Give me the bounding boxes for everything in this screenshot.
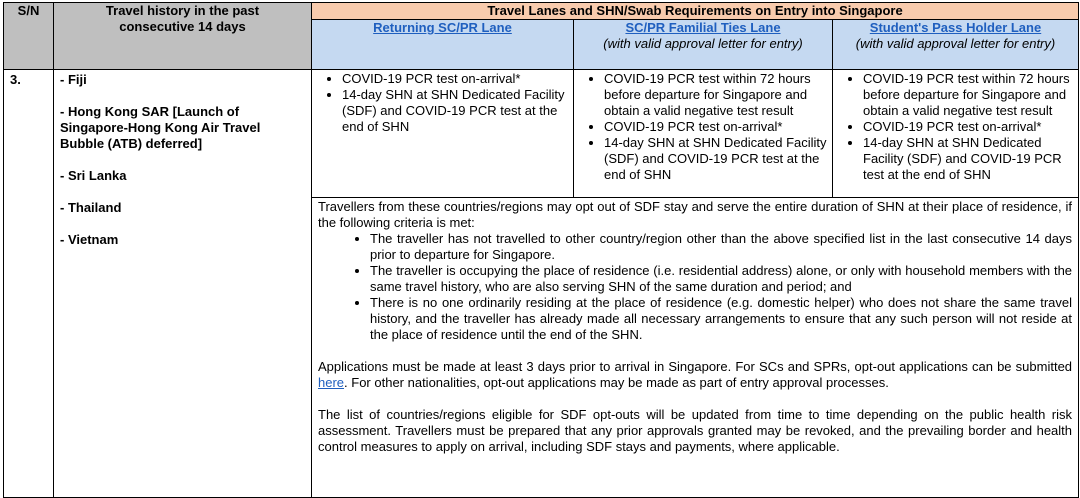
lane2-req-item: • 14-day SHN at SHN Dedicated Facility (SDF) and COVID-19 PCR test at the end of SHN bbox=[604, 135, 828, 183]
header-travel-history: Travel history in the past consecutive 14 days bbox=[54, 3, 312, 70]
lane-student-link[interactable]: Student's Pass Holder Lane bbox=[869, 20, 1042, 35]
place-sri-lanka: - Sri Lanka bbox=[60, 168, 127, 183]
lane2-requirements bbox=[574, 70, 833, 198]
place-thailand: - Thailand bbox=[60, 200, 122, 215]
optout-update-note: The list of countries/regions eligible for SDF opt-outs will be updated from time to time depending on the public health risk assessment. Travellers must be prepared that any prior approvals granted may be revoked, and the prevailing border and health control measures to apply on arrival, including SDF stays and payments, where applicable. bbox=[318, 407, 1073, 454]
lane3-req-item: • COVID-19 PCR test on-arrival* bbox=[863, 119, 1074, 135]
header-main-title: Travel Lanes and SHN/Swab Requirements on Entry into Singapore bbox=[312, 3, 1079, 20]
lane-familial-subtitle: (with valid approval letter for entry) bbox=[603, 36, 803, 51]
place-hong-kong: - Hong Kong SAR [Launch of Singapore-Hong Kong Air Travel Bubble (ATB) deferred] bbox=[60, 104, 261, 151]
lane-returning-link[interactable]: Returning SC/PR Lane bbox=[373, 20, 512, 35]
lane-student-subtitle: (with valid approval letter for entry) bbox=[855, 36, 1056, 51]
place-vietnam: - Vietnam bbox=[60, 232, 119, 247]
applications-text-after: . For other nationalities, opt-out applications may be made as part of entry approval processes. bbox=[344, 375, 889, 390]
optout-criterion: • The traveller has not travelled to other country/region other than the above specified list in the last consecutive 14 days prior to departure for Singapore. bbox=[370, 231, 1072, 263]
optout-criterion: • The traveller is occupying the place of residence (i.e. residential address) alone, or only with household members with the same travel history, who are also serving SHN of the same duration and period; and bbox=[370, 263, 1072, 295]
header-sn: S/N bbox=[4, 3, 54, 70]
lane-familial-link[interactable]: SC/PR Familial Ties Lane bbox=[625, 20, 781, 35]
places-list bbox=[54, 70, 312, 498]
optout-intro: Travellers from these countries/regions may opt out of SDF stay and serve the entire duration of SHN at their place of residence, if the following criteria is met: bbox=[318, 199, 1073, 230]
lane1-req-item: • 14-day SHN at SHN Dedicated Facility (SDF) and COVID-19 PCR test at the end of SHN bbox=[342, 87, 569, 135]
travel-lanes-table bbox=[3, 2, 1079, 498]
lane1-requirements bbox=[312, 70, 574, 198]
applications-text-before: Applications must be made at least 3 days prior to arrival in Singapore. For SCs and SPRs, opt-out applications can be submitted bbox=[318, 359, 1073, 374]
lane1-req-item: • COVID-19 PCR test on-arrival* bbox=[342, 71, 569, 87]
place-fiji: - Fiji bbox=[60, 72, 87, 87]
row-sn: 3. bbox=[4, 70, 54, 498]
optout-section bbox=[312, 198, 1079, 498]
header-lane-familial bbox=[574, 20, 833, 70]
lane3-req-item: • COVID-19 PCR test within 72 hours before departure for Singapore and obtain a valid negative test result bbox=[863, 71, 1074, 119]
lane2-req-item: • COVID-19 PCR test within 72 hours before departure for Singapore and obtain a valid negative test result bbox=[604, 71, 828, 119]
optout-application-link[interactable]: here bbox=[318, 375, 345, 390]
header-lane-student bbox=[833, 20, 1079, 70]
optout-criterion: • There is no one ordinarily residing at the place of residence (e.g. domestic helper) who does not share the same travel history, and the traveller has already made all necessary arrangements to ensure that any such person will not reside at the place of residence until the end of the SHN. bbox=[370, 295, 1072, 343]
lane3-req-item: • 14-day SHN at SHN Dedicated Facility (SDF) and COVID-19 PCR test at the end of SHN bbox=[863, 135, 1074, 183]
lane2-req-item: • COVID-19 PCR test on-arrival* bbox=[604, 119, 828, 135]
lane3-requirements bbox=[833, 70, 1079, 198]
optout-applications bbox=[318, 359, 1072, 391]
header-lane-returning bbox=[312, 20, 574, 70]
